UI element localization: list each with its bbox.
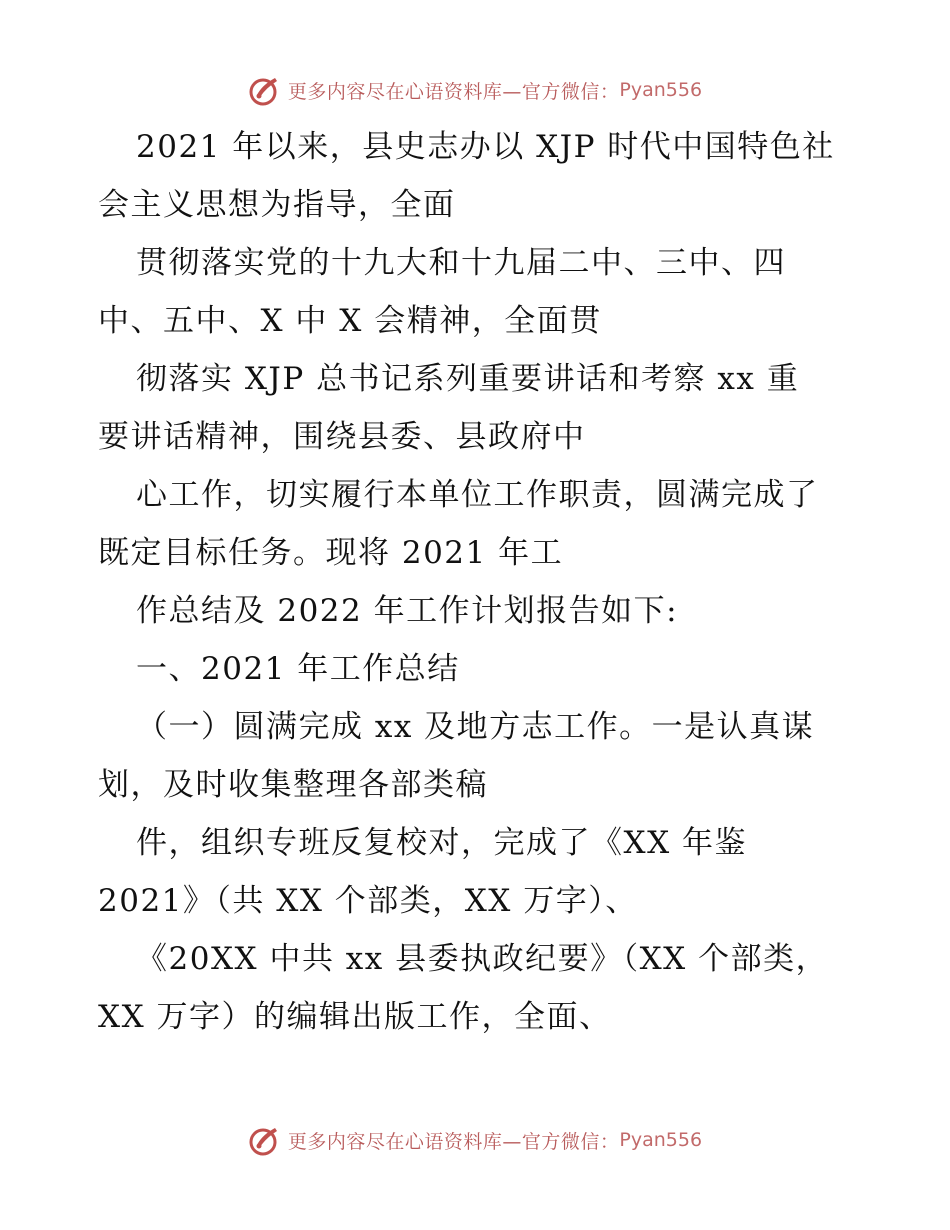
document-body bbox=[98, 118, 858, 1046]
paragraph-line: 件，组织专班反复校对，完成了《XX 年鉴 bbox=[136, 825, 747, 861]
wechat-id: Pyan556 bbox=[619, 79, 703, 101]
paragraph-line: 会主义思想为指导，全面 bbox=[98, 187, 456, 223]
paragraph-line: XX 万字）的编辑出版工作，全面、 bbox=[98, 999, 612, 1035]
paragraph-line: 作总结及 2022 年工作计划报告如下: bbox=[136, 593, 679, 629]
section-heading: 一、2021 年工作总结 bbox=[136, 651, 460, 687]
paragraph-line: 既定目标任务。现将 2021 年工 bbox=[98, 535, 564, 571]
brush-logo-icon bbox=[248, 73, 282, 107]
paragraph-line: （一）圆满完成 xx 及地方志工作。一是认真谋 bbox=[136, 709, 815, 745]
header-banner bbox=[0, 70, 950, 110]
paragraph-line: 贯彻落实党的十九大和十九届二中、三中、四 bbox=[136, 245, 786, 281]
paragraph-line: 2021 年以来，县史志办以 XJP 时代中国特色社 bbox=[136, 129, 835, 165]
wechat-id: Pyan556 bbox=[619, 1129, 703, 1151]
paragraph-line: 划，及时收集整理各部类稿 bbox=[98, 767, 488, 803]
paragraph-line: 心工作，切实履行本单位工作职责，圆满完成了 bbox=[136, 477, 819, 513]
banner-text: 更多内容尽在心语资料库—官方微信： bbox=[287, 1130, 620, 1153]
paragraph-line: 《20XX 中共 xx 县委执政纪要》（XX 个部类， bbox=[136, 941, 829, 977]
paragraph-line: 要讲话精神，围绕县委、县政府中 bbox=[98, 419, 586, 455]
paragraph-line: 2021》（共 XX 个部类，XX 万字）、 bbox=[98, 883, 638, 919]
paragraph-line: 中、五中、X 中 X 会精神，全面贯 bbox=[98, 303, 602, 339]
paragraph-line: 彻落实 XJP 总书记系列重要讲话和考察 xx 重 bbox=[136, 361, 800, 397]
brush-logo-icon bbox=[248, 1123, 282, 1157]
banner-text: 更多内容尽在心语资料库—官方微信： bbox=[287, 80, 620, 103]
footer-banner bbox=[0, 1120, 950, 1160]
